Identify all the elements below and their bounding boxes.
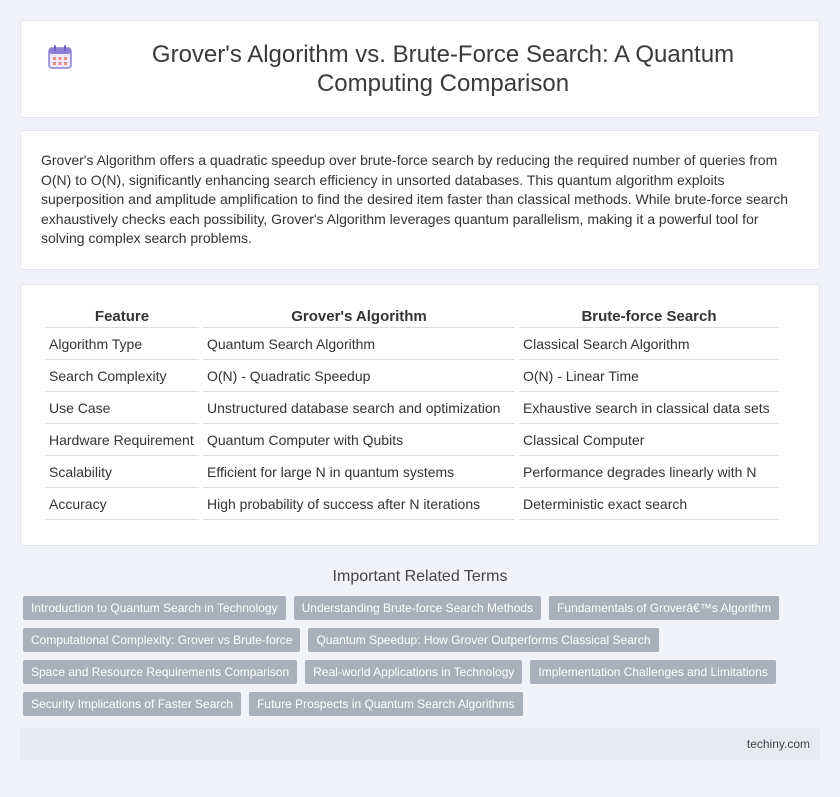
- related-tag[interactable]: Computational Complexity: Grover vs Brute-force: [23, 628, 300, 652]
- comparison-table: [41, 305, 783, 520]
- header-grover: Grover's Algorithm: [203, 305, 515, 328]
- table-cell: Use Case: [45, 392, 199, 424]
- table-row: [45, 424, 779, 456]
- related-terms-title: Important Related Terms: [332, 568, 508, 585]
- intro-text: Grover's Algorithm offers a quadratic speedup over brute-force search by reducing the required number of queries from O(N) to O(N), significantly enhancing search efficiency in unsorted databases. This quantum algorithm exploits superposition and amplitude amplification to find the desired item faster than classical methods. While brute-force search exhaustively checks each possibility, Grover's Algorithm leverages quantum parallelism, making it a powerful tool for solving complex search problems.: [41, 152, 789, 246]
- related-tag[interactable]: Fundamentals of Groverâ€™s Algorithm: [549, 596, 779, 620]
- table-cell: Quantum Search Algorithm: [203, 328, 515, 360]
- related-tag[interactable]: Security Implications of Faster Search: [23, 692, 241, 716]
- table-row: [45, 392, 779, 424]
- table-cell: Quantum Computer with Qubits: [203, 424, 515, 456]
- related-terms-section: [20, 568, 820, 716]
- related-tag[interactable]: Space and Resource Requirements Comparison: [23, 660, 297, 684]
- table-header-row: [45, 305, 779, 328]
- related-tag[interactable]: Quantum Speedup: How Grover Outperforms Classical Search: [308, 628, 658, 652]
- footer-site[interactable]: techiny.com: [746, 737, 810, 751]
- table-cell: Performance degrades linearly with N: [519, 456, 779, 488]
- calendar-icon: [47, 44, 73, 70]
- table-cell: Exhaustive search in classical data sets: [519, 392, 779, 424]
- related-tag[interactable]: Introduction to Quantum Search in Technology: [23, 596, 286, 620]
- related-tag[interactable]: Implementation Challenges and Limitations: [530, 660, 775, 684]
- page-title: Grover's Algorithm vs. Brute-Force Search: A Quantum Computing Comparison: [151, 41, 735, 97]
- table-cell: Unstructured database search and optimization: [203, 392, 515, 424]
- table-cell: Classical Computer: [519, 424, 779, 456]
- footer: [20, 728, 820, 760]
- table-cell: Scalability: [45, 456, 199, 488]
- related-tag[interactable]: Real-world Applications in Technology: [305, 660, 522, 684]
- related-terms-tags: [20, 596, 820, 716]
- related-tag[interactable]: Understanding Brute-force Search Methods: [294, 596, 541, 620]
- table-row: [45, 360, 779, 392]
- comparison-card: [20, 284, 820, 546]
- table-cell: Efficient for large N in quantum systems: [203, 456, 515, 488]
- table-cell: Deterministic exact search: [519, 488, 779, 520]
- header-brute-force: Brute-force Search: [519, 305, 779, 328]
- table-cell: Accuracy: [45, 488, 199, 520]
- table-cell: Hardware Requirement: [45, 424, 199, 456]
- table-cell: Algorithm Type: [45, 328, 199, 360]
- intro-card: [20, 130, 820, 270]
- table-row: [45, 456, 779, 488]
- table-row: [45, 488, 779, 520]
- header-feature: Feature: [45, 305, 199, 328]
- table-cell: O(N) - Linear Time: [519, 360, 779, 392]
- header-card: [20, 20, 820, 118]
- table-cell: Classical Search Algorithm: [519, 328, 779, 360]
- table-cell: O(N) - Quadratic Speedup: [203, 360, 515, 392]
- table-row: [45, 328, 779, 360]
- related-tag[interactable]: Future Prospects in Quantum Search Algorithms: [249, 692, 522, 716]
- table-cell: High probability of success after N iterations: [203, 488, 515, 520]
- table-cell: Search Complexity: [45, 360, 199, 392]
